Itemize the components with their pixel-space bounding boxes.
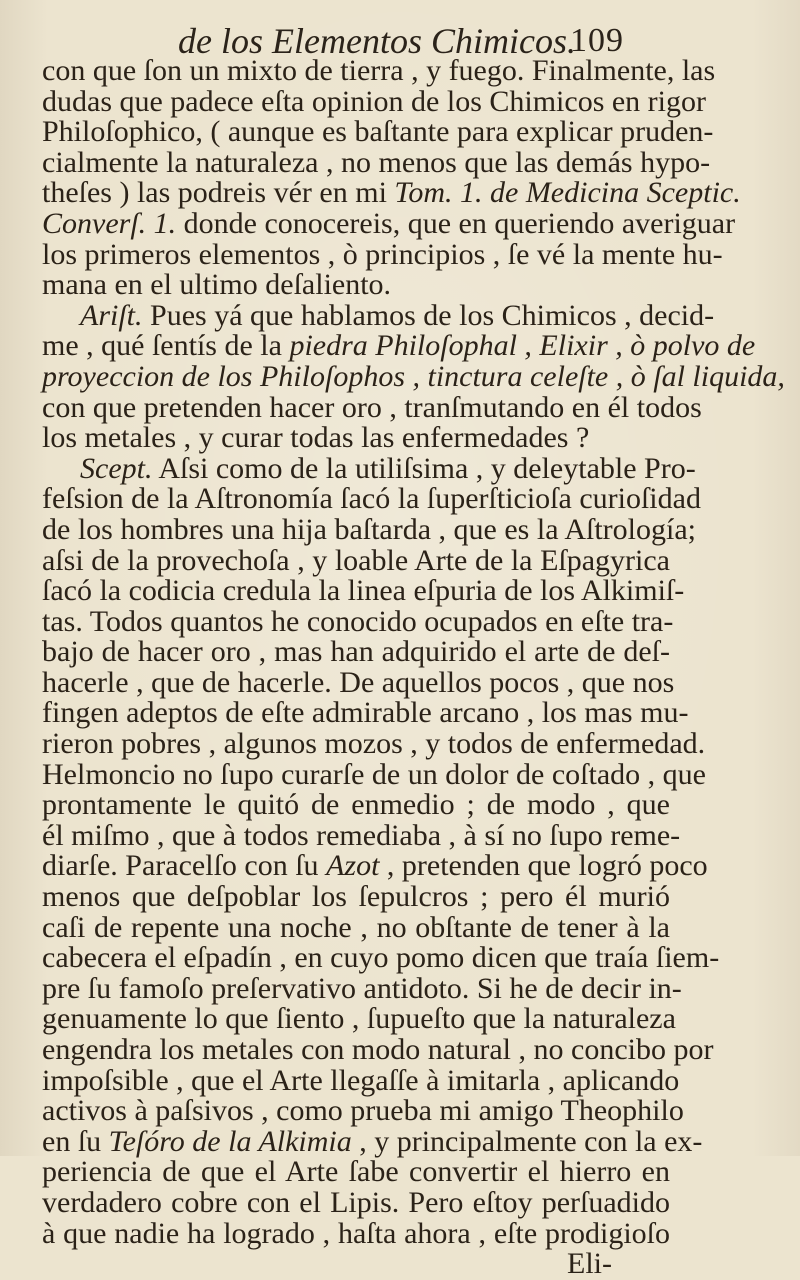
text-line bbox=[42, 971, 682, 1005]
text-segment: bajo de hacer oro , mas han adquirido el arte de deſ- bbox=[42, 635, 670, 669]
text-segment: , y principalmente con la ex- bbox=[351, 1124, 703, 1158]
text-segment: diarſe. Paracelſo con ſu bbox=[42, 849, 327, 883]
text-segment: feſsion de la Aſtronomía ſacó la ſuperſticioſa curioſidad bbox=[42, 482, 701, 516]
italic-text: Scept. bbox=[80, 451, 153, 485]
text-segment: en ſu bbox=[42, 1124, 109, 1158]
text-line bbox=[42, 84, 706, 118]
running-head-title: de los Elementos Chimicos. bbox=[178, 21, 576, 61]
text-line bbox=[42, 543, 670, 577]
italic-text: Teſóro de la Alkimia bbox=[108, 1124, 352, 1158]
text-segment: de los hombres una hija baſtarda , que es la Aſtrología; bbox=[42, 512, 696, 546]
text-line bbox=[42, 298, 715, 332]
text-line bbox=[42, 1063, 680, 1097]
text-segment: cialmente la naturaleza , no menos que las demás hypo- bbox=[42, 145, 711, 179]
text-line bbox=[42, 512, 696, 546]
page-number: 109 bbox=[570, 22, 624, 59]
text-segment: menos que deſpoblar los ſepulcros ; pero él murió bbox=[42, 880, 670, 914]
text-segment: Philoſophico, ( aunque es baſtante para explicar pruden- bbox=[42, 115, 714, 149]
catchword: Eli- bbox=[567, 1247, 612, 1280]
running-head bbox=[0, 16, 800, 61]
text-segment: fingen adeptos de eſte admirable arcano , los mas mu- bbox=[42, 696, 689, 730]
text-segment: ſacó la codicia credula la linea eſpuria de los Alkimiſ- bbox=[42, 574, 685, 608]
text-line bbox=[42, 665, 675, 699]
text-segment: Helmoncio no ſupo curarſe de un dolor de coſtado , que bbox=[42, 757, 706, 791]
text-segment: aſsi de la provechoſa , y loable Arte de la Eſpagyrica bbox=[42, 543, 670, 577]
text-line bbox=[42, 604, 674, 638]
text-segment: caſi de repente una noche , no obſtante de tener à la bbox=[42, 910, 670, 944]
body-text bbox=[42, 54, 785, 1280]
italic-text: Azot bbox=[326, 849, 380, 883]
italic-text: piedra Philoſophal , Elixir , ò polvo de bbox=[289, 329, 756, 363]
text-segment: él miſmo , que à todos remediaba , à sí no ſupo reme- bbox=[42, 818, 681, 852]
text-segment: rieron pobres , algunos mozos , y todos de enfermedad. bbox=[42, 727, 706, 761]
text-line bbox=[42, 882, 670, 913]
text-line bbox=[42, 390, 702, 424]
text-segment: los metales , y curar todas las enfermedades ? bbox=[42, 421, 590, 455]
text-line bbox=[42, 115, 714, 149]
text-line bbox=[42, 1216, 670, 1250]
text-segment: prontamente le quitó de enmedio ; de modo , que bbox=[42, 788, 670, 822]
text-segment: verdadero cobre con el Lipis. Pero eſtoy perſuadido bbox=[42, 1185, 670, 1219]
text-line bbox=[42, 790, 670, 821]
text-segment: à que nadie ha logrado , haſta ahora , eſte prodigioſo bbox=[42, 1216, 670, 1250]
italic-text: Tom. 1. de Medicina Sceptic. bbox=[394, 176, 741, 210]
text-line bbox=[42, 206, 736, 240]
text-line bbox=[42, 1185, 670, 1219]
italic-text: proyeccion de los Philoſophos , tinctura celeſte , ò ſal liquida, bbox=[42, 359, 785, 393]
text-line bbox=[42, 849, 708, 883]
text-segment: tas. Todos quantos he conocido ocupados en eſte tra- bbox=[42, 604, 674, 638]
text-line bbox=[42, 451, 696, 485]
text-line bbox=[42, 482, 701, 516]
text-segment: dudas que padece eſta opinion de los Chimicos en rigor bbox=[42, 84, 706, 118]
text-line bbox=[42, 54, 716, 87]
text-segment: activos à paſsivos , como prueba mi amigo Theophilo bbox=[42, 1094, 684, 1128]
text-segment: con que pretenden hacer oro , tranſmutando en él todos bbox=[42, 390, 702, 424]
text-segment: engendra los metales con modo natural , no concibo por bbox=[42, 1033, 714, 1066]
text-segment: cabecera el eſpadín , en cuyo pomo dicen que traía ſiem- bbox=[42, 941, 720, 975]
text-line bbox=[42, 1094, 684, 1128]
text-segment: me , qué ſentís de la bbox=[42, 329, 290, 363]
text-line bbox=[42, 423, 670, 454]
text-line bbox=[42, 1033, 714, 1066]
text-segment: hacerle , que de hacerle. De aquellos pocos , que nos bbox=[42, 665, 675, 699]
text-line bbox=[42, 637, 670, 668]
text-segment: impoſsible , que el Arte llegaſſe à imitarla , aplicando bbox=[42, 1063, 680, 1097]
italic-text: Converſ. 1. bbox=[42, 206, 177, 240]
text-segment: con que ſon un mixto de tierra , y fuego. Finalmente, las bbox=[42, 54, 716, 87]
text-line bbox=[42, 237, 723, 271]
text-segment: pre ſu famoſo preſervativo antidoto. Si he de decir in- bbox=[42, 971, 682, 1005]
text-line bbox=[42, 270, 670, 301]
text-segment: donde conocereis, que en queriendo averiguar bbox=[176, 206, 736, 240]
text-line bbox=[42, 727, 706, 761]
text-line bbox=[42, 757, 706, 791]
text-line bbox=[42, 1157, 670, 1188]
text-segment: Pues yá que hablamos de los Chimicos , decid- bbox=[142, 298, 715, 332]
text-line bbox=[42, 941, 720, 975]
text-line bbox=[42, 910, 670, 944]
text-segment: genuamente lo que ſiento , ſupueſto que la naturaleza bbox=[42, 1002, 676, 1036]
text-line bbox=[42, 329, 756, 363]
text-segment: Aſsi como de la utiliſsima , y deleytable Pro- bbox=[152, 451, 696, 485]
italic-text: Ariſt. bbox=[80, 298, 143, 332]
text-segment: periencia de que el Arte ſabe convertir el hierro en bbox=[42, 1155, 670, 1189]
text-segment: , pretenden que logró poco bbox=[379, 849, 708, 883]
text-line bbox=[42, 574, 685, 608]
text-line bbox=[42, 818, 681, 852]
text-line bbox=[42, 696, 689, 730]
text-segment: theſes ) las podreis vér en mi bbox=[42, 176, 395, 210]
text-segment: los primeros elementos , ò principios , ſe vé la mente hu- bbox=[42, 237, 723, 271]
text-line bbox=[42, 1002, 676, 1036]
text-line bbox=[42, 1124, 703, 1158]
text-line bbox=[42, 359, 785, 393]
text-line bbox=[42, 176, 741, 210]
text-segment: mana en el ultimo deſaliento. bbox=[42, 268, 392, 302]
text-line bbox=[42, 145, 711, 179]
